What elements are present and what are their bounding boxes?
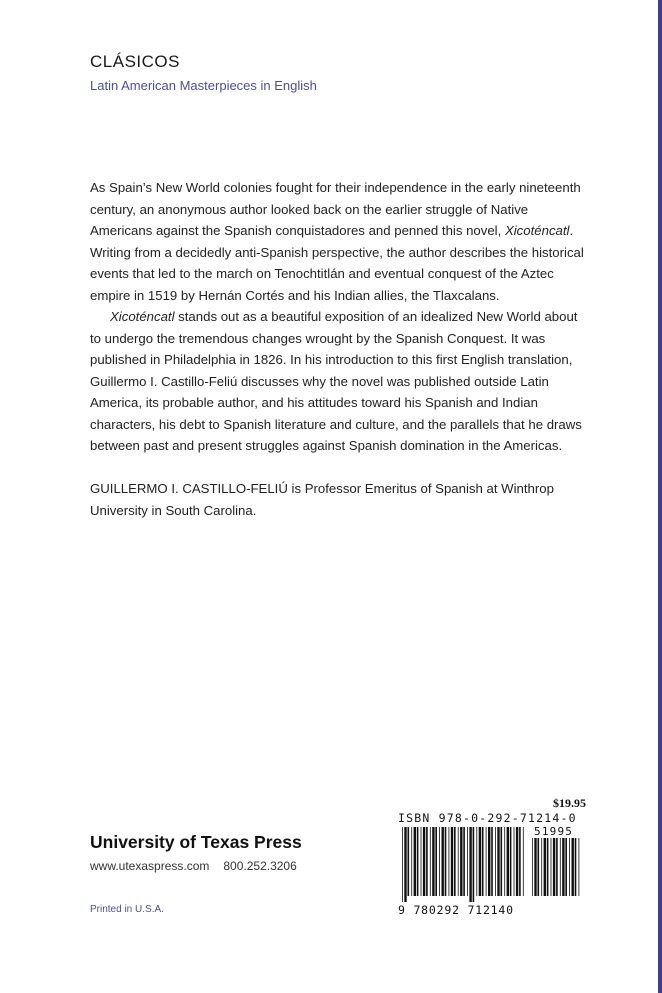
barcode-bar: [507, 827, 509, 896]
barcode-bar: [463, 827, 465, 896]
barcode-bar: [439, 827, 440, 896]
barcode-bar: [579, 838, 580, 896]
publisher-phone: 800.252.3206: [223, 859, 297, 873]
barcode-addon-digits: 51995: [534, 825, 574, 838]
publisher-website: www.utexaspress.com: [90, 859, 210, 873]
barcode-bar: [460, 827, 462, 896]
barcode-bar: [504, 827, 505, 896]
barcode-bar: [560, 838, 561, 896]
barcode-bar: [417, 827, 419, 896]
series-subtitle: Latin American Masterpieces in English: [90, 78, 317, 93]
barcode-bar: [451, 827, 453, 896]
printed-in-note: Printed in U.S.A.: [90, 904, 164, 915]
barcode-bar: [516, 827, 518, 896]
barcode-bar: [445, 827, 447, 896]
barcode-bar: [458, 827, 459, 896]
barcode-bar: [469, 827, 471, 902]
barcode-bar: [556, 838, 558, 896]
book-title-italic: Xicoténcatl: [110, 309, 175, 324]
barcode-bar: [491, 827, 493, 896]
barcode-bar: [575, 838, 577, 896]
book-title-italic: Xicoténcatl: [504, 223, 570, 238]
barcode-bar: [551, 838, 552, 896]
isbn-text: ISBN 978-0-292-71214-0: [398, 811, 577, 825]
cover-edge-stripe: [658, 0, 662, 993]
barcode-bar: [435, 827, 437, 896]
barcode-bar: [467, 827, 468, 896]
barcode-bar: [544, 838, 546, 896]
barcode-bar: [454, 827, 456, 896]
publisher-contact: [90, 859, 297, 873]
barcode-bar: [514, 827, 515, 896]
barcode-bar: [541, 838, 542, 896]
barcode-bar: [523, 827, 524, 896]
barcode-bar: [408, 827, 410, 896]
barcode-bar: [482, 827, 484, 896]
barcode-bar: [501, 827, 503, 896]
description-paragraph-1: As Spain’s New World colonies fought for their independence in the early nineteenth century, an anonymous author looked back on the earlier struggle of Native Americans against the Spanish conquistadores and penned this novel, Xicoténcatl. Writing from a decidedly anti-Spanish perspective, the author describes the historical events that led to the march on Tenochtitlán and eventual conquest of the Aztec empire in 1519 by Hernán Cortés and his Indian allies, the Tlaxcalans.: [90, 180, 584, 303]
barcode-bar: [473, 827, 475, 902]
barcode-bar: [479, 827, 481, 896]
price-label: $19.95: [553, 796, 586, 810]
barcode-bar: [423, 827, 425, 896]
addon-barcode: [532, 838, 580, 902]
barcode-bar: [404, 827, 406, 902]
description-paragraph-2: Xicoténcatl stands out as a beautiful exposition of an idealized New World about to undergo the tremendous changes wrought by the Spanish Conquest. It was published in Philadelphia in 1826. In his introduction to this first English translation, Guillermo I. Castillo-Feliú discusses why the novel was published outside Latin America, its probable author, and his attitudes toward his Spanish and Indian characters, his debt to Spanish literature and culture, and the parallels that he draws between past and present struggles against Spanish domination in the Americas.: [90, 309, 582, 453]
barcode-bar: [421, 827, 422, 896]
barcode-digits: 9 780292 712140: [398, 903, 514, 917]
barcode-bar: [432, 827, 434, 896]
barcode-bar: [532, 838, 533, 896]
series-title: CLÁSICOS: [90, 52, 180, 71]
barcode-bar: [488, 827, 490, 896]
barcode-bar: [565, 838, 567, 896]
barcode-bar: [449, 827, 450, 896]
barcode-bar: [442, 827, 444, 896]
barcode-bar: [426, 827, 428, 896]
book-description: [90, 177, 585, 521]
barcode-bar: [411, 827, 412, 896]
barcode-bar: [510, 827, 512, 896]
barcode-bar: [562, 838, 564, 896]
barcode-bar: [402, 827, 403, 902]
barcode-bar: [497, 827, 499, 896]
barcode-bar: [569, 838, 570, 896]
barcode-bar: [430, 827, 431, 896]
barcode-bar: [538, 838, 540, 896]
barcode-bar: [495, 827, 496, 896]
barcode-bar: [553, 838, 555, 896]
barcode-bar: [476, 827, 477, 896]
publisher-name: University of Texas Press: [90, 832, 302, 852]
ean-barcode: [402, 827, 524, 902]
author-bio: GUILLERMO I. CASTILLO-FELIÚ is Professor Emeritus of Spanish at Winthrop University in South Carolina.: [90, 481, 554, 518]
barcode-bar: [572, 838, 574, 896]
barcode-bar: [519, 827, 521, 896]
barcode-bar: [547, 838, 549, 896]
barcode-bar: [534, 838, 536, 896]
barcode-bar: [414, 827, 416, 896]
barcode-bar: [486, 827, 487, 896]
